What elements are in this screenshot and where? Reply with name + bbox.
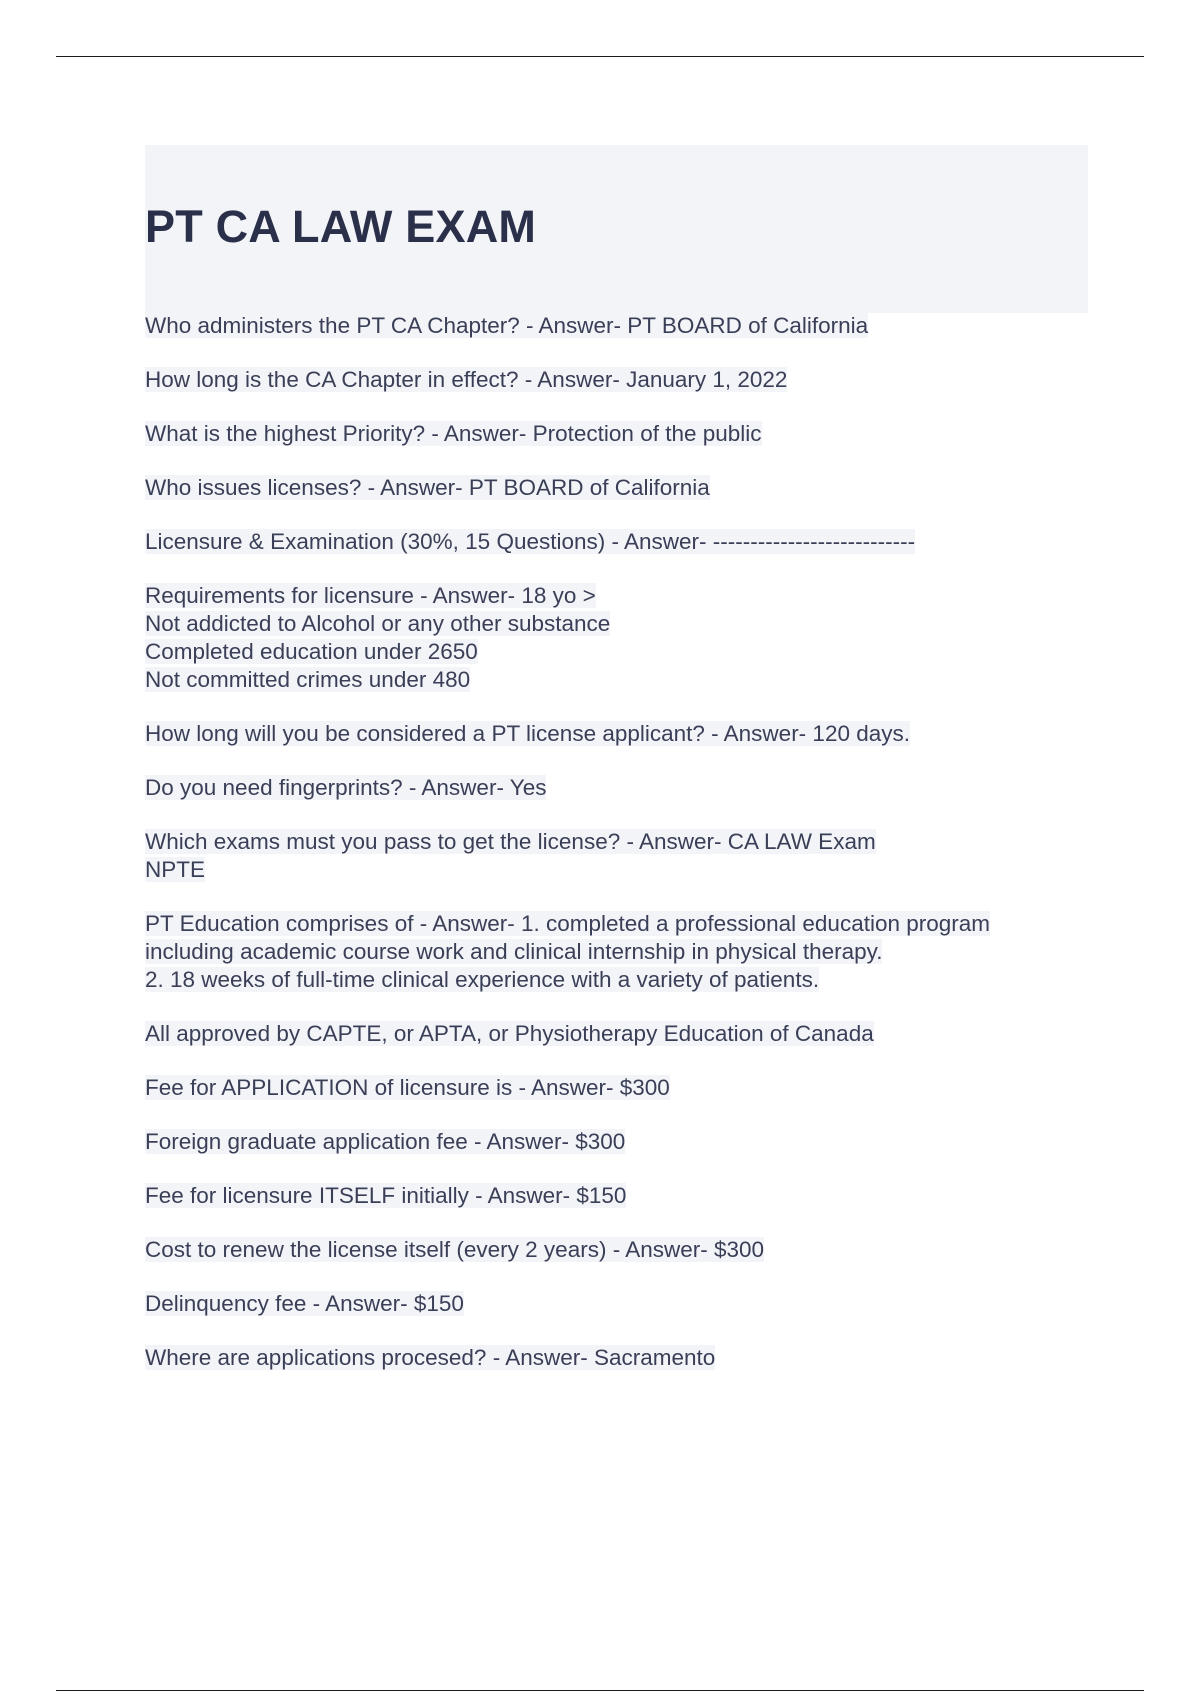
qa-item: [145, 1344, 1095, 1372]
qa-item: [145, 474, 1095, 502]
qa-line: Cost to renew the license itself (every 2 years) - Answer- $300: [145, 1237, 765, 1262]
qa-item: [145, 828, 1095, 884]
page-title: PT CA LAW EXAM: [145, 201, 537, 252]
top-rule: [56, 56, 1144, 57]
qa-item: [145, 1128, 1095, 1156]
qa-line: NPTE: [145, 857, 206, 882]
qa-line: Not addicted to Alcohol or any other substance: [145, 611, 611, 636]
qa-line: Delinquency fee - Answer- $150: [145, 1291, 464, 1316]
qa-line: Licensure & Examination (30%, 15 Questions) - Answer- ---------------------------: [145, 529, 916, 554]
qa-line: Where are applications procesed? - Answer- Sacramento: [145, 1345, 716, 1370]
qa-item: [145, 1290, 1095, 1318]
qa-line: All approved by CAPTE, or APTA, or Physiotherapy Education of Canada: [145, 1021, 874, 1046]
qa-item: [145, 1182, 1095, 1210]
qa-line: Who issues licenses? - Answer- PT BOARD of California: [145, 475, 710, 500]
qa-line: PT Education comprises of - Answer- 1. completed a professional education program: [145, 911, 991, 936]
qa-line: Not committed crimes under 480: [145, 667, 471, 692]
qa-line: Fee for APPLICATION of licensure is - Answer- $300: [145, 1075, 670, 1100]
qa-line: Requirements for licensure - Answer- 18 yo >: [145, 583, 596, 608]
qa-item: [145, 420, 1095, 448]
qa-line: Do you need fingerprints? - Answer- Yes: [145, 775, 547, 800]
qa-line: How long will you be considered a PT license applicant? - Answer- 120 days.: [145, 721, 910, 746]
qa-line: Completed education under 2650: [145, 639, 478, 664]
qa-line: Who administers the PT CA Chapter? - Answer- PT BOARD of California: [145, 313, 869, 338]
qa-item: [145, 528, 1095, 556]
qa-line: How long is the CA Chapter in effect? - Answer- January 1, 2022: [145, 367, 788, 392]
qa-item: [145, 1074, 1095, 1102]
qa-list: [145, 312, 1095, 1398]
qa-item: [145, 774, 1095, 802]
qa-item: [145, 910, 1095, 994]
qa-item: [145, 366, 1095, 394]
qa-line: Which exams must you pass to get the license? - Answer- CA LAW Exam: [145, 829, 876, 854]
qa-line: including academic course work and clinical internship in physical therapy.: [145, 939, 883, 964]
qa-item: [145, 1236, 1095, 1264]
qa-item: [145, 720, 1095, 748]
qa-line: 2. 18 weeks of full-time clinical experience with a variety of patients.: [145, 967, 820, 992]
qa-line: Fee for licensure ITSELF initially - Answer- $150: [145, 1183, 627, 1208]
qa-line: What is the highest Priority? - Answer- Protection of the public: [145, 421, 762, 446]
qa-item: [145, 582, 1095, 694]
title-banner: [145, 145, 1088, 313]
qa-item: [145, 312, 1095, 340]
qa-item: [145, 1020, 1095, 1048]
qa-line: Foreign graduate application fee - Answer- $300: [145, 1129, 626, 1154]
bottom-rule: [56, 1690, 1144, 1691]
